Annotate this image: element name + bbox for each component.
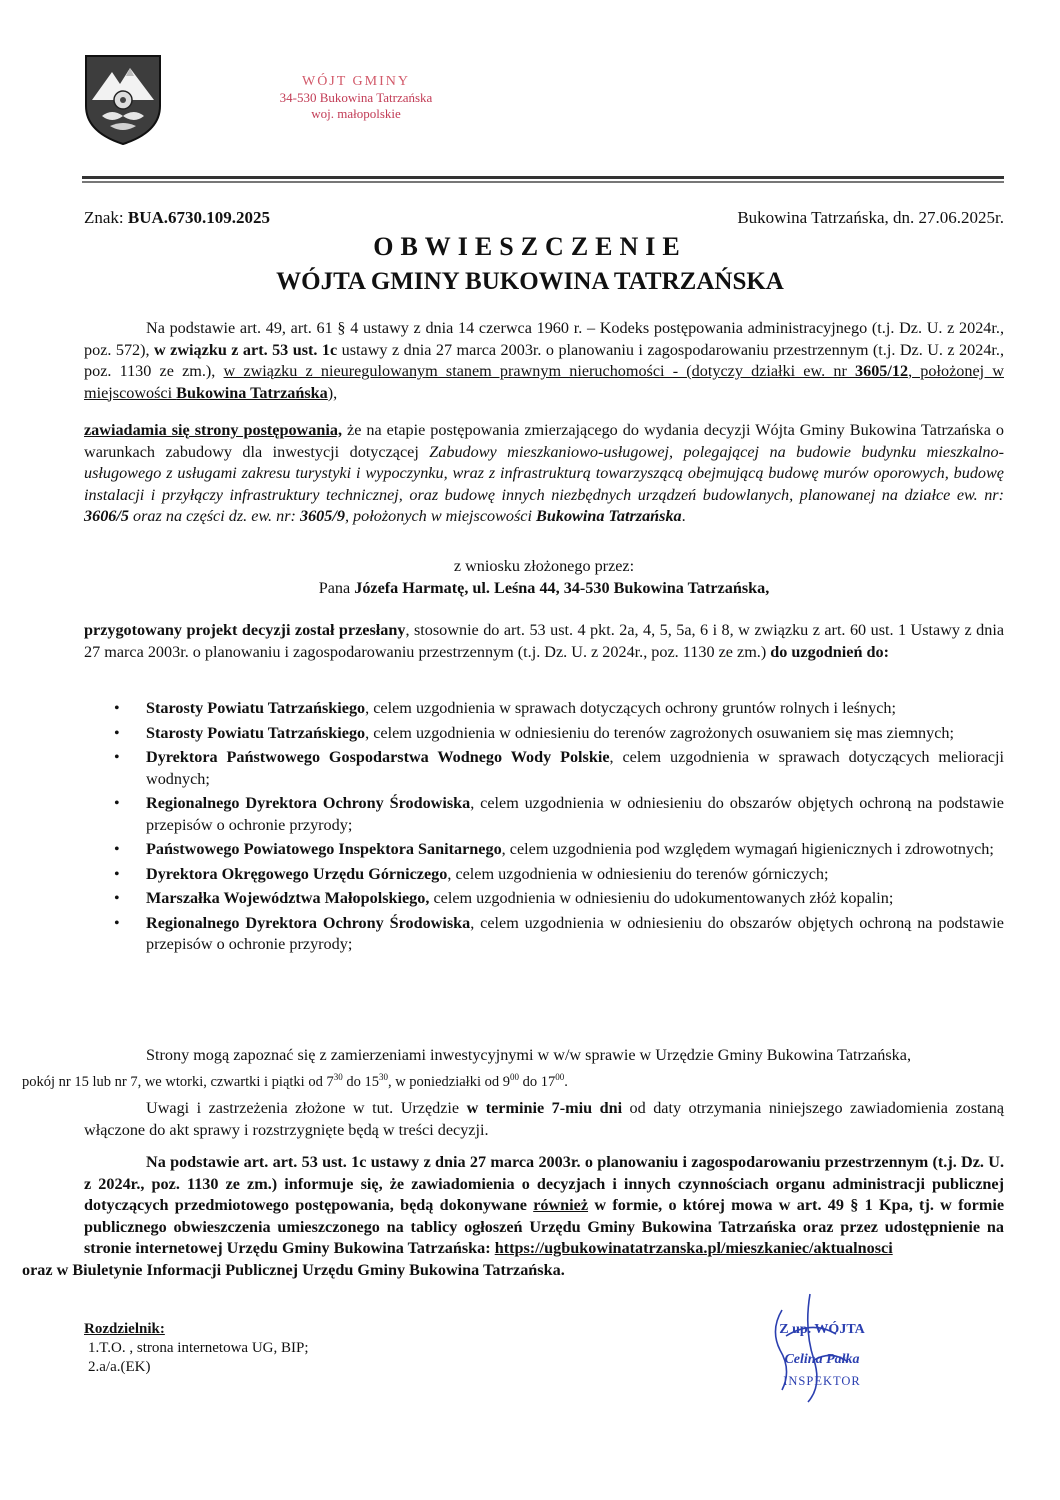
reference-number xyxy=(84,208,270,228)
p2-investment-description: Zabudowy mieszkaniowo-usługowej, polegającej na budowie budynku mieszkalno-usługowego z usługami zakresu turystyki i wypoczynku, wraz z infrastrukturą towarzyszącą obejmującą budowę murów oporowych, budowę instalacji i przyłączy infrastruktury technicznej, oraz budowę innych niezbędnych urządzeń budowlanych, planowanej na działce ew. nr: xyxy=(84,442,1004,504)
recipient-item xyxy=(84,888,1004,910)
signature-name: Celina Pałka xyxy=(784,1352,860,1367)
legal-basis-paragraph xyxy=(84,318,1004,404)
p5-text-a: Uwagi i zastrzeżenia złożone w tut. Urzędzie xyxy=(146,1099,467,1117)
applicant-prefix: Pana xyxy=(318,579,355,597)
recipient-name: Marszałka Województwa Małopolskiego, xyxy=(146,889,430,907)
p6-text-c: w formie, o której mowa w art. 49 § 1 Kpa, tj. w formie publicznego obwieszczenia umieszczonego na tablicy ogłoszeń Urzędu Gminy Bukowina Tatrzańska oraz przez udostępnienie na stronie internetowej Urzędu Gminy Bukowina Tatrzańska: xyxy=(84,1196,1004,1257)
p1-text-c: ustawy z dnia 27 marca 2003r. o planowaniu i zagospodarowaniu przestrzennym (t.j. Dz. U. z 2024r., poz. 1130 ze zm.), xyxy=(84,340,1005,380)
recipient-item xyxy=(84,864,1004,886)
recipient-purpose: , celem uzgodnienia w sprawach dotyczących ochrony gruntów rolnych i leśnych; xyxy=(365,699,897,717)
p2-plot-number-2: 3605/9 xyxy=(299,507,345,525)
p4-hours-e: do 17 xyxy=(518,1073,556,1090)
recipient-item xyxy=(84,839,1004,861)
office-stamp-header xyxy=(246,74,466,122)
recipient-name: Regionalnego Dyrektora Ochrony Środowiska xyxy=(146,794,471,812)
p3-text-c: do uzgodnień do: xyxy=(770,642,890,661)
p1-text-b: w związku z art. 53 ust. 1c xyxy=(154,340,338,359)
recipient-item xyxy=(84,698,1004,720)
recipient-purpose: , celem uzgodnienia pod względem wymagań higienicznych i zdrowotnych; xyxy=(501,840,994,858)
notice-paragraph xyxy=(84,420,1004,528)
document-title: OBWIESZCZENIE xyxy=(373,232,687,261)
inspection-hours-paragraph xyxy=(22,1045,1004,1093)
p1-plot-number: 3605/12 xyxy=(855,362,909,380)
handwritten-signature-icon xyxy=(752,1290,892,1410)
signature-title: INSPEKTOR xyxy=(783,1374,861,1388)
p2-locality: Bukowina Tatrzańska xyxy=(536,507,682,525)
recipient-purpose: , celem uzgodnienia w odniesieniu do obszarów objętych ochroną na podstawie przepisów o ochronie przyrody; xyxy=(146,913,1004,953)
p5-text-c: od daty otrzymania niniejszego zawiadomienia zostaną włączone do akt sprawy i rozstrzygnięte będą w treści decyzji. xyxy=(84,1099,1004,1139)
reference-label: Znak: xyxy=(84,208,124,227)
office-stamp-line3: woj. małopolskie xyxy=(311,106,401,121)
p1-locality: Bukowina Tatrzańska xyxy=(176,383,328,402)
p1-text-h: ), xyxy=(327,383,338,402)
publication-paragraph xyxy=(22,1152,1004,1281)
recipient-name: Państwowego Powiatowego Inspektora Sanitarnego xyxy=(146,840,502,858)
p1-text-d: w związku z nieuregulowanym stanem prawnym nieruchomości - (dotyczy działki ew. nr xyxy=(223,362,856,380)
recipient-name: Dyrektora Państwowego Gospodarstwa Wodnego Wody Polskie xyxy=(146,748,610,766)
p6-text-a: Na podstawie art. art. 53 ust. 1c ustawy z dnia 27 marca 2003r. o planowaniu i zagospodarowaniu przestrzennym (t.j. Dz. U. z 2024r., poz. 1130 ze zm.) informuje się, że zawiadomienia o decyzjach i innych czynnościach organu administracji publicznej dotyczących przedmiotowego postępowania, będą dokonywane xyxy=(84,1153,1004,1214)
bullet-icon: • xyxy=(114,795,120,812)
recipient-purpose: , celem uzgodnienia w sprawach dotyczących melioracji wodnych; xyxy=(146,748,1004,788)
p6-text-d: oraz w Biuletynie Informacji Publicznej Urzędu Gminy Bukowina Tatrzańska. xyxy=(22,1260,565,1279)
recipient-name: Starosty Powiatu Tatrzańskiego xyxy=(146,699,366,717)
document-subtitle: WÓJTA GMINY BUKOWINA TATRZAŃSKA xyxy=(276,268,784,295)
p2-text-e: oraz na części dz. ew. nr: xyxy=(128,507,300,525)
distribution-item: 1.T.O. , strona internetowa UG, BIP; xyxy=(88,1340,309,1356)
municipality-website-link[interactable]: https://ugbukowinatatrzanska.pl/mieszkaniec/aktualnosci xyxy=(494,1239,893,1257)
p2-notice-lead: zawiadamia się strony postępowania, xyxy=(84,421,342,439)
applicant-name: Józefa Harmatę, ul. Leśna 44, 34-530 Bukowina Tatrzańska, xyxy=(354,579,770,597)
p2-text-b: że na etapie postępowania zmierzającego do wydania decyzji Wójta Gminy Bukowina Tatrzańska o warunkach zabudowy dla inwestycji dotyczącej xyxy=(84,421,1004,461)
recipients-list-container xyxy=(84,698,1004,959)
p4-hours-sup4: 00 xyxy=(555,1071,565,1082)
signature-line1: Z up. WÓJTA xyxy=(779,1322,865,1337)
p2-text-g: , położonych w miejscowości xyxy=(344,507,537,525)
recipient-item xyxy=(84,747,1004,790)
recipients-list xyxy=(84,698,1004,956)
bullet-icon: • xyxy=(114,724,120,742)
header-divider xyxy=(82,176,1004,179)
p4-hours-a: pokój nr 15 lub nr 7, we wtorki, czwartki i piątki od 7 xyxy=(22,1073,334,1090)
bullet-icon: • xyxy=(114,914,120,932)
recipient-purpose: , celem uzgodnienia w odniesieniu do terenów górniczych; xyxy=(447,864,829,883)
office-stamp-line1: WÓJT GMINY xyxy=(301,74,410,89)
bullet-icon: • xyxy=(114,890,120,907)
p1-text-f: , położonej w miejscowości xyxy=(84,362,1004,402)
bullet-icon: • xyxy=(114,700,120,717)
p1-text-a: Na podstawie art. 49, art. 61 § 4 ustawy z dnia 14 czerwca 1960 r. – Kodeks postępowania administracyjnego (t.j. Dz. U. z 2024r., poz. 572), xyxy=(84,319,1004,359)
p2-text-i: . xyxy=(681,507,686,525)
distribution-list xyxy=(84,1320,309,1377)
recipient-purpose: , celem uzgodnienia w odniesieniu do terenów zagrożonych osuwaniem się mas ziemnych; xyxy=(365,723,955,742)
recipient-name: Dyrektora Okręgowego Urzędu Górniczego xyxy=(146,864,448,883)
p4-hours-sup3: 00 xyxy=(509,1071,519,1082)
header-divider-thin xyxy=(82,181,1004,183)
coat-of-arms-icon xyxy=(84,54,162,146)
reference-value: BUA.6730.109.2025 xyxy=(127,208,271,227)
p4-hours-f: . xyxy=(564,1073,568,1090)
p6-text-b: również xyxy=(533,1196,589,1214)
p3-lead: przygotowany projekt decyzji został przesłany xyxy=(84,621,406,639)
recipient-purpose: , celem uzgodnienia w odniesieniu do obszarów objętych ochroną na podstawie przepisów o ochronie przyrody; xyxy=(146,794,1004,834)
signature-stamp xyxy=(752,1290,892,1410)
distribution-heading: Rozdzielnik: xyxy=(84,1321,165,1337)
distribution-item: 2.a/a.(EK) xyxy=(88,1359,151,1375)
bullet-icon: • xyxy=(114,749,120,766)
recipient-name: Starosty Powiatu Tatrzańskiego xyxy=(146,723,366,742)
p4-hours-d: , w poniedziałki od 9 xyxy=(387,1073,510,1090)
p4-hours xyxy=(22,1067,568,1094)
project-sent-paragraph xyxy=(84,620,1004,663)
bullet-icon: • xyxy=(114,841,120,858)
recipient-purpose: celem uzgodnienia w odniesieniu do udokumentowanych złóż kopalin; xyxy=(429,889,894,907)
p2-plot-number-1: 3606/5 xyxy=(84,507,129,525)
p5-deadline: w terminie 7-miu dni xyxy=(466,1099,623,1117)
applicant-intro: z wniosku złożonego przez: xyxy=(453,557,635,575)
p4-hours-c: do 15 xyxy=(342,1073,379,1090)
applicant-line xyxy=(84,578,1004,600)
p3-text-b: , stosownie do art. 53 ust. 4 pkt. 2a, 4, 5, 5a, 6 i 8, w związku z art. 60 ust. 1 Ustawy z dnia 27 marca 2003r. o planowaniu i zagospodarowaniu przestrzennym (t.j. Dz. U. z 2024r., poz. 1130 ze zm.) xyxy=(84,621,1004,661)
place-and-date: Bukowina Tatrzańska, dn. 27.06.2025r. xyxy=(737,208,1004,227)
bullet-icon: • xyxy=(114,865,120,883)
office-stamp-line2: 34-530 Bukowina Tatrzańska xyxy=(279,90,433,105)
recipient-item xyxy=(84,793,1004,836)
recipient-item xyxy=(84,913,1004,956)
recipient-item xyxy=(84,723,1004,745)
p4-text-a: Strony mogą zapoznać się z zamierzeniami inwestycyjnymi w w/w sprawie w Urzędzie Gminy Bukowina Tatrzańska, xyxy=(146,1046,911,1064)
recipient-name: Regionalnego Dyrektora Ochrony Środowiska xyxy=(146,913,471,932)
p4-hours-sup1: 30 xyxy=(333,1071,343,1082)
remarks-paragraph xyxy=(84,1098,1004,1141)
p4-hours-sup2: 30 xyxy=(378,1071,388,1082)
